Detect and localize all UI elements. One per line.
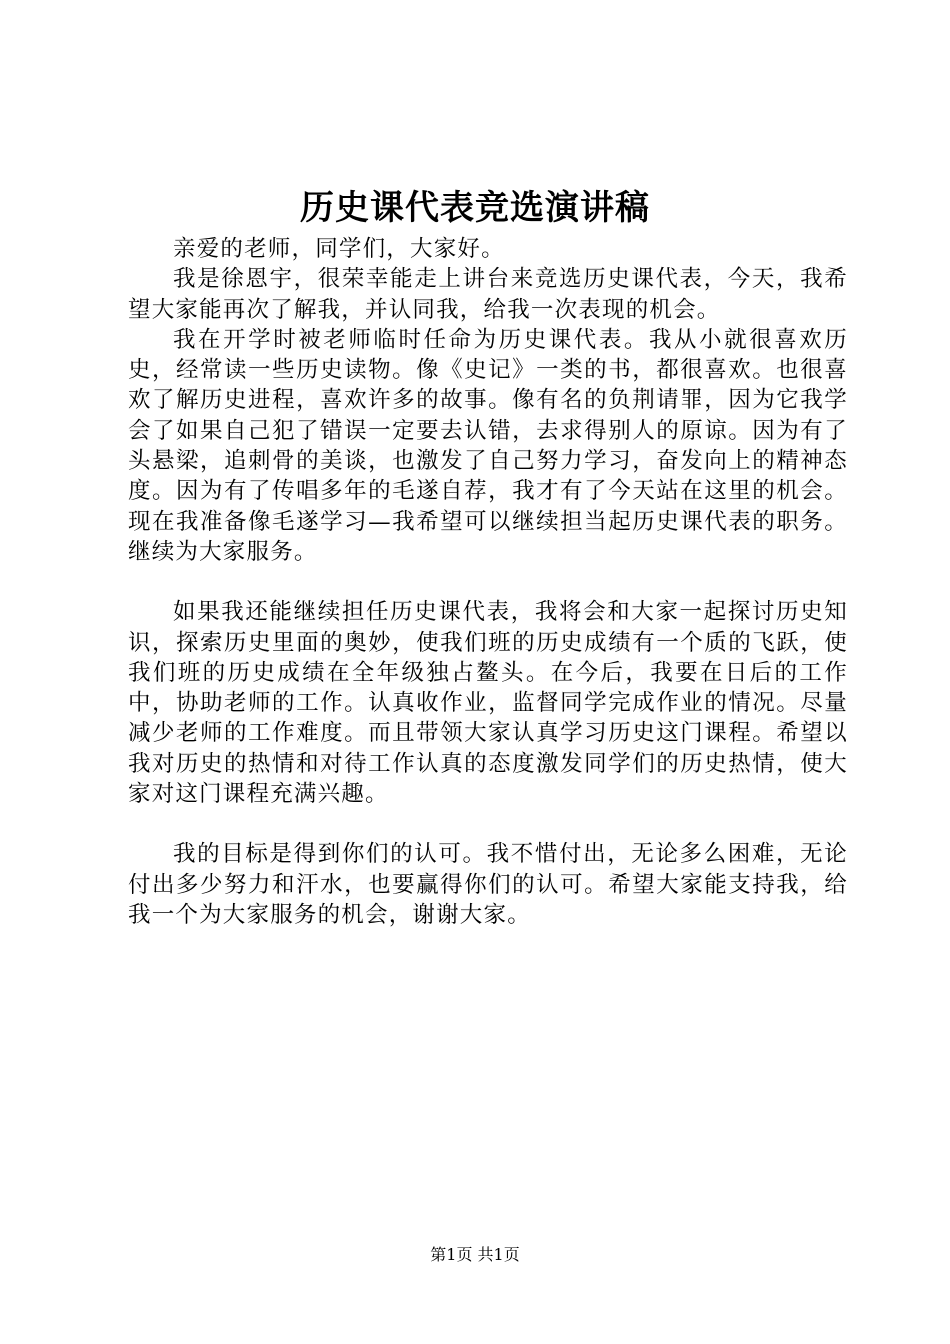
page-footer: 第1页 共1页 [430, 1245, 520, 1264]
paragraph-plans: 如果我还能继续担任历史课代表，我将会和大家一起探讨历史知识，探索历史里面的奥妙，使我们班的历史成绩有一个质的飞跃，使我们班的历史成绩在全年级独占鳌头。在今后，我要在日后的工作中，协助老师的工作。认真收作业，监督同学完成作业的情况。尽量减少老师的工作难度。而且带领大家认真学习历史这门课程。希望以我对历史的热情和对待工作认真的态度激发同学们的历史热情，使大家对这门课程充满兴趣。 [128, 599, 848, 808]
document-title: 历史课代表竞选演讲稿 [300, 188, 650, 228]
paragraph-closing: 我的目标是得到你们的认可。我不惜付出，无论多么困难，无论付出多少努力和汗水，也要赢得你们的认可。希望大家能支持我，给我一个为大家服务的机会，谢谢大家。 [128, 841, 848, 928]
paragraph-background: 我在开学时被老师临时任命为历史课代表。我从小就很喜欢历史，经常读一些历史读物。像《史记》一类的书，都很喜欢。也很喜欢了解历史进程，喜欢许多的故事。像有名的负荆请罪，因为它我学会了如果自己犯了错误一定要去认错，去求得别人的原谅。因为有了头悬梁，追刺骨的美谈，也激发了自己努力学习，奋发向上的精神态度。因为有了传唱多年的毛遂自荐，我才有了今天站在这里的机会。现在我准备像毛遂学习—我希望可以继续担当起历史课代表的职务。继续为大家服务。 [128, 326, 848, 565]
paragraph-introduction: 我是徐恩宇，很荣幸能走上讲台来竞选历史课代表，今天，我希望大家能再次了解我，并认同我，给我一次表现的机会。 [128, 266, 848, 323]
paragraph-greeting: 亲爱的老师，同学们，大家好。 [173, 236, 505, 262]
document-body [128, 234, 848, 930]
